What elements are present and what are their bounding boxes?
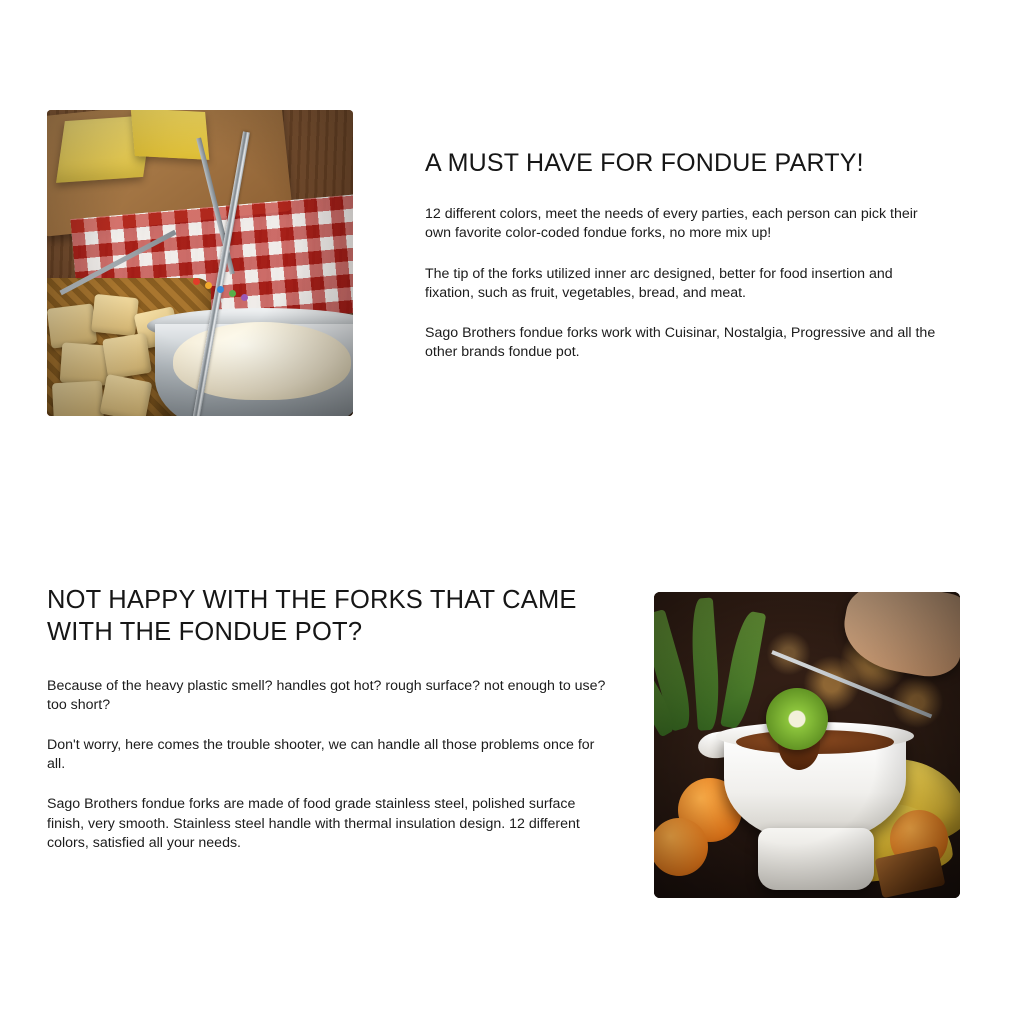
section-two-paragraph-1: Because of the heavy plastic smell? handles got hot? rough surface? not enough to use? too short? bbox=[47, 677, 606, 713]
text-block-not-happy bbox=[47, 585, 607, 853]
section-one-paragraph-1: 12 different colors, meet the needs of every parties, each person can pick their own favorite color-coded fondue forks, no more mix up! bbox=[425, 206, 918, 242]
section-two-paragraph-3: Sago Brothers fondue forks are made of food grade stainless steel, polished surface finish, very smooth. Stainless steel handle with thermal insulation design. 12 different colors, satisfied all your needs. bbox=[47, 796, 580, 851]
section-one-paragraph-3: Sago Brothers fondue forks work with Cuisinar, Nostalgia, Progressive and all the other brands fondue pot. bbox=[425, 324, 936, 361]
section-fondue-party bbox=[0, 0, 1020, 470]
image-cheese-fondue bbox=[47, 110, 353, 416]
chocolate-fondue-illustration bbox=[654, 592, 960, 898]
text-block-fondue-party bbox=[425, 148, 945, 362]
cheese-fondue-illustration bbox=[47, 110, 353, 416]
section-one-heading: A MUST HAVE FOR FONDUE PARTY! bbox=[425, 149, 864, 177]
section-two-paragraph-2: Don't worry, here comes the trouble shooter, we can handle all those problems once for all. bbox=[47, 737, 595, 773]
image-chocolate-fondue bbox=[654, 592, 960, 898]
section-two-heading: NOT HAPPY WITH THE FORKS THAT CAME WITH THE FONDUE POT? bbox=[47, 586, 577, 646]
section-one-paragraph-2: The tip of the forks utilized inner arc designed, better for food insertion and fixation, such as fruit, vegetables, bread, and meat. bbox=[425, 265, 893, 301]
image-vignette bbox=[654, 592, 960, 898]
image-vignette bbox=[47, 110, 353, 416]
